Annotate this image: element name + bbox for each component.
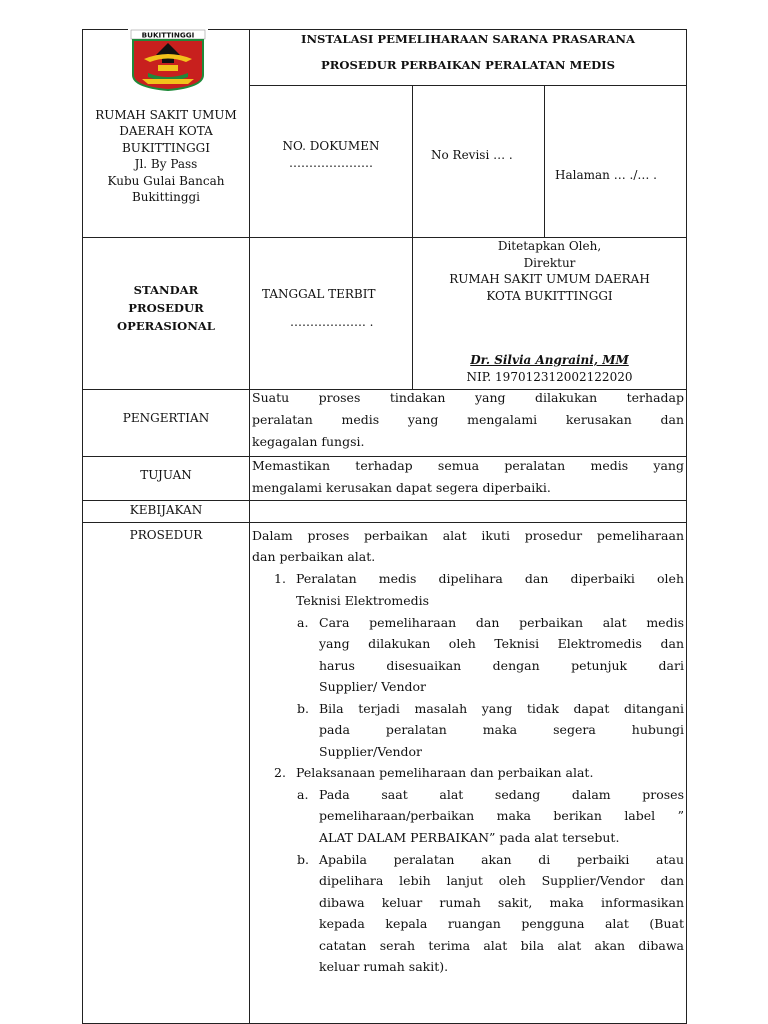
signer-name: Dr. Silvia Angraini, MM <box>470 353 629 367</box>
prosedur-intro-line: dan perbaikan alat. <box>252 549 376 564</box>
sop-label-line: OPERASIONAL <box>117 319 215 333</box>
ditetapkan-line: Ditetapkan Oleh, <box>497 239 602 253</box>
hospital-line: RUMAH SAKIT UMUM <box>95 108 237 122</box>
hospital-line: Jl. By Pass <box>134 157 198 172</box>
item1-marker: 1. <box>274 571 286 586</box>
item2-marker: 2. <box>274 765 286 780</box>
item1b-line: Bila terjadi masalah yang tidak dapat ditangani <box>319 701 684 716</box>
item1a-line: Cara pemeliharaan dan perbaikan alat medis <box>319 615 684 630</box>
ditetapkan-line: RUMAH SAKIT UMUM DAERAH <box>449 272 650 287</box>
item2a-line: ALAT DALAM PERBAIKAN” pada alat tersebut. <box>319 830 620 845</box>
doc-title: PROSEDUR PERBAIKAN PERALATAN MEDIS <box>321 58 615 72</box>
table-col-divider <box>249 29 250 1024</box>
unit-title: INSTALASI PEMELIHARAAN SARANA PRASARANA <box>301 32 635 46</box>
kebijakan-label: KEBIJAKAN <box>129 503 203 517</box>
item2b-marker: b. <box>297 852 309 867</box>
hospital-name <box>83 107 249 205</box>
pengertian-line: peralatan medis yang mengalami kerusakan dan <box>252 412 684 427</box>
no-revisi: No Revisi … . <box>431 148 513 162</box>
hospital-line: BUKITTINGGI <box>121 140 211 155</box>
table-col-divider-3 <box>544 85 545 237</box>
table-col-divider-2 <box>412 85 413 389</box>
signer-nip: NIP. 197012312002122020 <box>466 370 633 384</box>
prosedur-intro-line: Dalam proses perbaikan alat ikuti prosedur pemeliharaan <box>252 528 684 543</box>
hospital-logo <box>128 29 208 91</box>
item2b-line: Apabila peralatan akan di perbaiki atau <box>319 852 684 867</box>
ditetapkan-line: Direktur <box>523 255 576 270</box>
item1b-line: Supplier/Vendor <box>319 744 423 759</box>
item1a-line: Supplier/ Vendor <box>319 679 427 694</box>
hospital-line: Bukittinggi <box>131 190 201 205</box>
item2a-marker: a. <box>297 787 309 802</box>
pengertian-line: kegagalan fungsi. <box>252 434 365 449</box>
pengertian-line: Suatu proses tindakan yang dilakukan terhadap <box>252 390 684 405</box>
tujuan-line: Memastikan terhadap semua peralatan medis yang <box>252 458 684 473</box>
sop-label-line: PROSEDUR <box>128 301 204 315</box>
pengertian-label: PENGERTIAN <box>122 411 210 425</box>
item1a-line: yang dilakukan oleh Teknisi Elektromedis dan <box>319 636 684 651</box>
item1a-line: harus disesuaikan dengan petunjuk dari <box>319 658 684 673</box>
item1a-marker: a. <box>297 615 309 630</box>
ditetapkan-block <box>413 238 686 304</box>
table-border-right <box>686 29 687 1024</box>
item2b-line: catatan serah terima alat bila alat akan dibawa <box>319 938 684 953</box>
no-dokumen-value: ………………… <box>289 156 373 170</box>
ditetapkan-line: KOTA BUKITTINGGI <box>486 288 613 303</box>
tanggal-terbit-value: ………………. . <box>290 315 374 329</box>
halaman: Halaman … ./… . <box>555 168 657 182</box>
table-rule-title <box>249 85 687 86</box>
item1b-line: pada peralatan maka segera hubungi <box>319 722 684 737</box>
item2a-line: pemeliharaan/perbaikan maka berikan label ” <box>319 808 684 823</box>
hospital-line: DAERAH KOTA <box>119 124 213 139</box>
prosedur-label: PROSEDUR <box>129 528 203 542</box>
hospital-line: Kubu Gulai Bancah <box>107 173 225 188</box>
item2b-line: kepada kepala ruangan pengguna alat (Buat <box>319 916 684 931</box>
sop-label-line: STANDAR <box>133 283 199 297</box>
tanggal-terbit-label: TANGGAL TERBIT <box>262 287 376 301</box>
tujuan-label: TUJUAN <box>140 468 192 482</box>
item1b-marker: b. <box>297 701 309 716</box>
sop-label <box>83 281 249 335</box>
item2-line: Pelaksanaan pemeliharaan dan perbaikan alat. <box>296 765 594 780</box>
item2b-line: dipelihara lebih lanjut oleh Supplier/Vendor dan <box>319 873 684 888</box>
item2a-line: Pada saat alat sedang dalam proses <box>319 787 684 802</box>
logo-label: BUKITTINGGI <box>141 30 195 40</box>
item2b-line: dibawa keluar rumah sakit, maka informasikan <box>319 895 684 910</box>
tujuan-line: mengalami kerusakan dapat segera diperbaiki. <box>252 480 551 495</box>
no-dokumen-label: NO. DOKUMEN <box>282 139 380 153</box>
table-rule-kebijakan <box>82 522 687 523</box>
item1-line: Peralatan medis dipelihara dan diperbaiki oleh <box>296 571 684 586</box>
item2b-line: keluar rumah sakit). <box>319 959 449 974</box>
item1-line: Teknisi Elektromedis <box>296 593 430 608</box>
